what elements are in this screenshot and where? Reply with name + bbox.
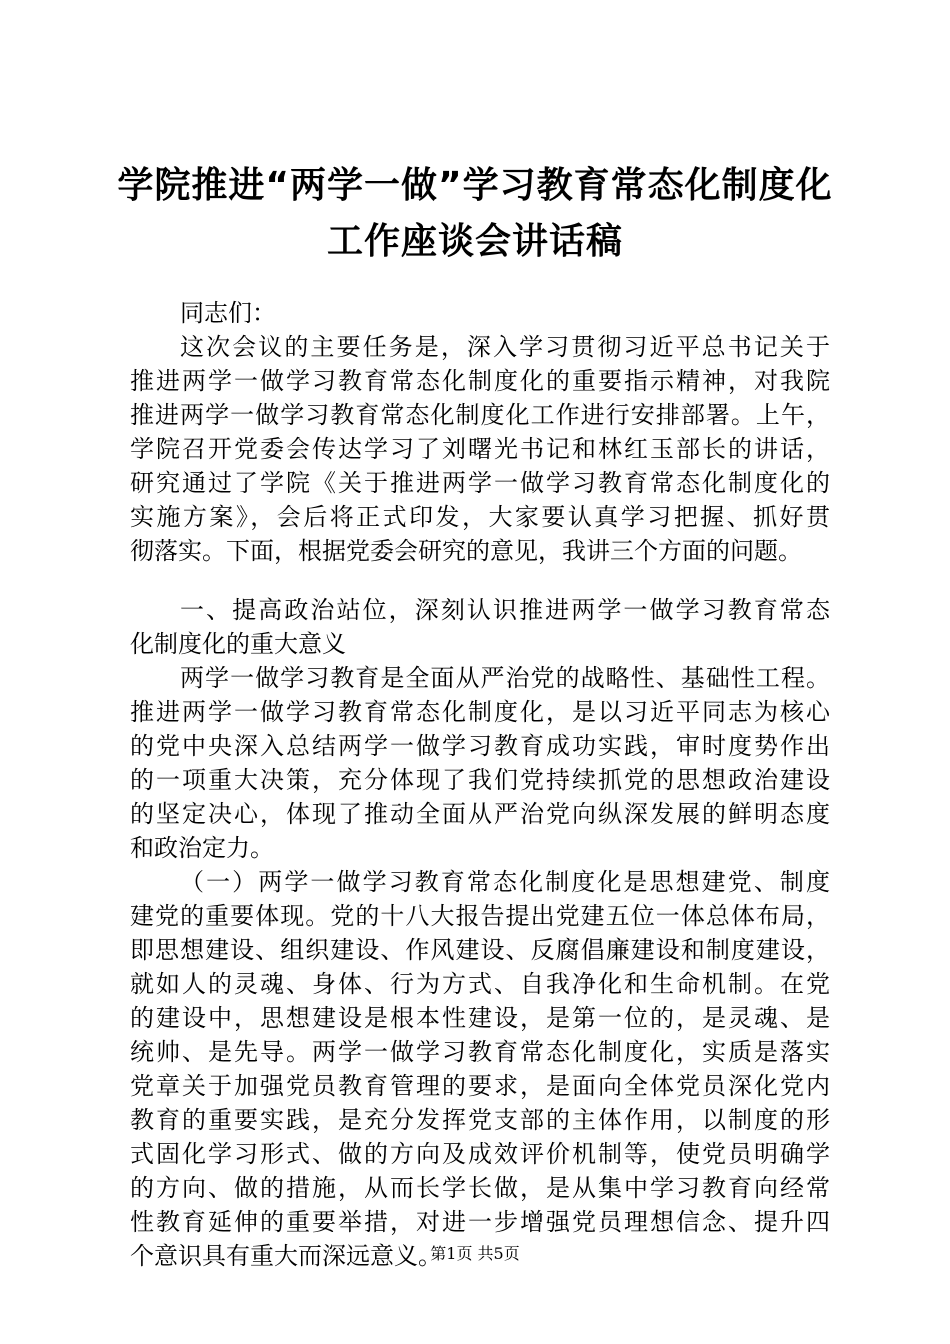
paragraph-line: 推进两学一做学习教育常态化制度化的重要指示精神，对我院 xyxy=(130,367,830,395)
page-number-footer: 第1页 共5页 xyxy=(430,1244,520,1263)
paragraph-line: 两学一做学习教育是全面从严治党的战略性、基础性工程。 xyxy=(180,664,830,692)
paragraph-2 xyxy=(130,661,830,865)
paragraph-line: 性教育延伸的重要举措，对进一步增强党员理想信念、提升四 xyxy=(130,1208,830,1236)
document-title-line-2: 工作座谈会讲话稿 xyxy=(326,221,623,262)
paragraph-line: 党章关于加强党员教育管理的要求，是面向全体党员深化党内 xyxy=(130,1072,830,1100)
paragraph-line: 研究通过了学院《关于推进两学一做学习教育常态化制度化的 xyxy=(130,469,830,497)
paragraph-line: 式固化学习形式、做的方向及成效评价机制等，使党员明确学 xyxy=(130,1140,830,1168)
paragraph-line: 这次会议的主要任务是，深入学习贯彻习近平总书记关于 xyxy=(180,333,830,361)
paragraph-1 xyxy=(130,330,830,568)
paragraph-line: 实施方案》，会后将正式印发，大家要认真学习把握、抓好贯 xyxy=(130,503,830,531)
paragraph-line: 的党中央深入总结两学一做学习教育成功实践，审时度势作出 xyxy=(130,732,830,760)
paragraph-line: 即思想建设、组织建设、作风建设、反腐倡廉建设和制度建设， xyxy=(130,936,830,964)
paragraph-line: 推进两学一做学习教育常态化制度化，是以习近平同志为核心 xyxy=(130,698,830,726)
paragraph-line: 彻落实。下面，根据党委会研究的意见，我讲三个方面的问题。 xyxy=(130,537,802,565)
paragraph-line: 就如人的灵魂、身体、行为方式、自我净化和生命机制。在党 xyxy=(130,970,830,998)
paragraph-line: 的建设中，思想建设是根本性建设，是第一位的，是灵魂、是 xyxy=(130,1004,830,1032)
paragraph-line: 的方向、做的措施，从而长学长做，是从集中学习教育向经常 xyxy=(130,1174,830,1202)
document-title-line-1: 学院推进“两学一做”学习教育常态化制度化 xyxy=(117,165,833,206)
paragraph-line: 学院召开党委会传达学习了刘曙光书记和林红玉部长的讲话， xyxy=(130,435,830,463)
heading-line: 化制度化的重大意义 xyxy=(130,630,346,658)
paragraph-line: 的坚定决心，体现了推动全面从严治党向纵深发展的鲜明态度 xyxy=(130,800,830,828)
section-heading-1 xyxy=(130,593,830,661)
paragraph-gap xyxy=(130,568,830,593)
paragraph-line: 统帅、是先导。两学一做学习教育常态化制度化，实质是落实 xyxy=(130,1038,830,1066)
paragraph-line: 推进两学一做学习教育常态化制度化工作进行安排部署。上午， xyxy=(130,401,830,429)
document-body xyxy=(130,296,830,1273)
paragraph-line: 个意识具有重大而深远意义。 xyxy=(130,1242,442,1270)
greeting: 同志们： xyxy=(180,299,276,327)
paragraph-line: 教育的重要实践，是充分发挥党支部的主体作用，以制度的形 xyxy=(130,1106,830,1134)
paragraph-line: 的一项重大决策，充分体现了我们党持续抓党的思想政治建设 xyxy=(130,766,830,794)
paragraph-line: （一）两学一做学习教育常态化制度化是思想建党、制度 xyxy=(180,868,830,896)
paragraph-line: 和政治定力。 xyxy=(130,834,274,862)
paragraph-3 xyxy=(130,865,830,1273)
heading-line: 一、提高政治站位，深刻认识推进两学一做学习教育常态 xyxy=(180,596,830,624)
paragraph-line: 建党的重要体现。党的十八大报告提出党建五位一体总体布局， xyxy=(130,902,830,930)
